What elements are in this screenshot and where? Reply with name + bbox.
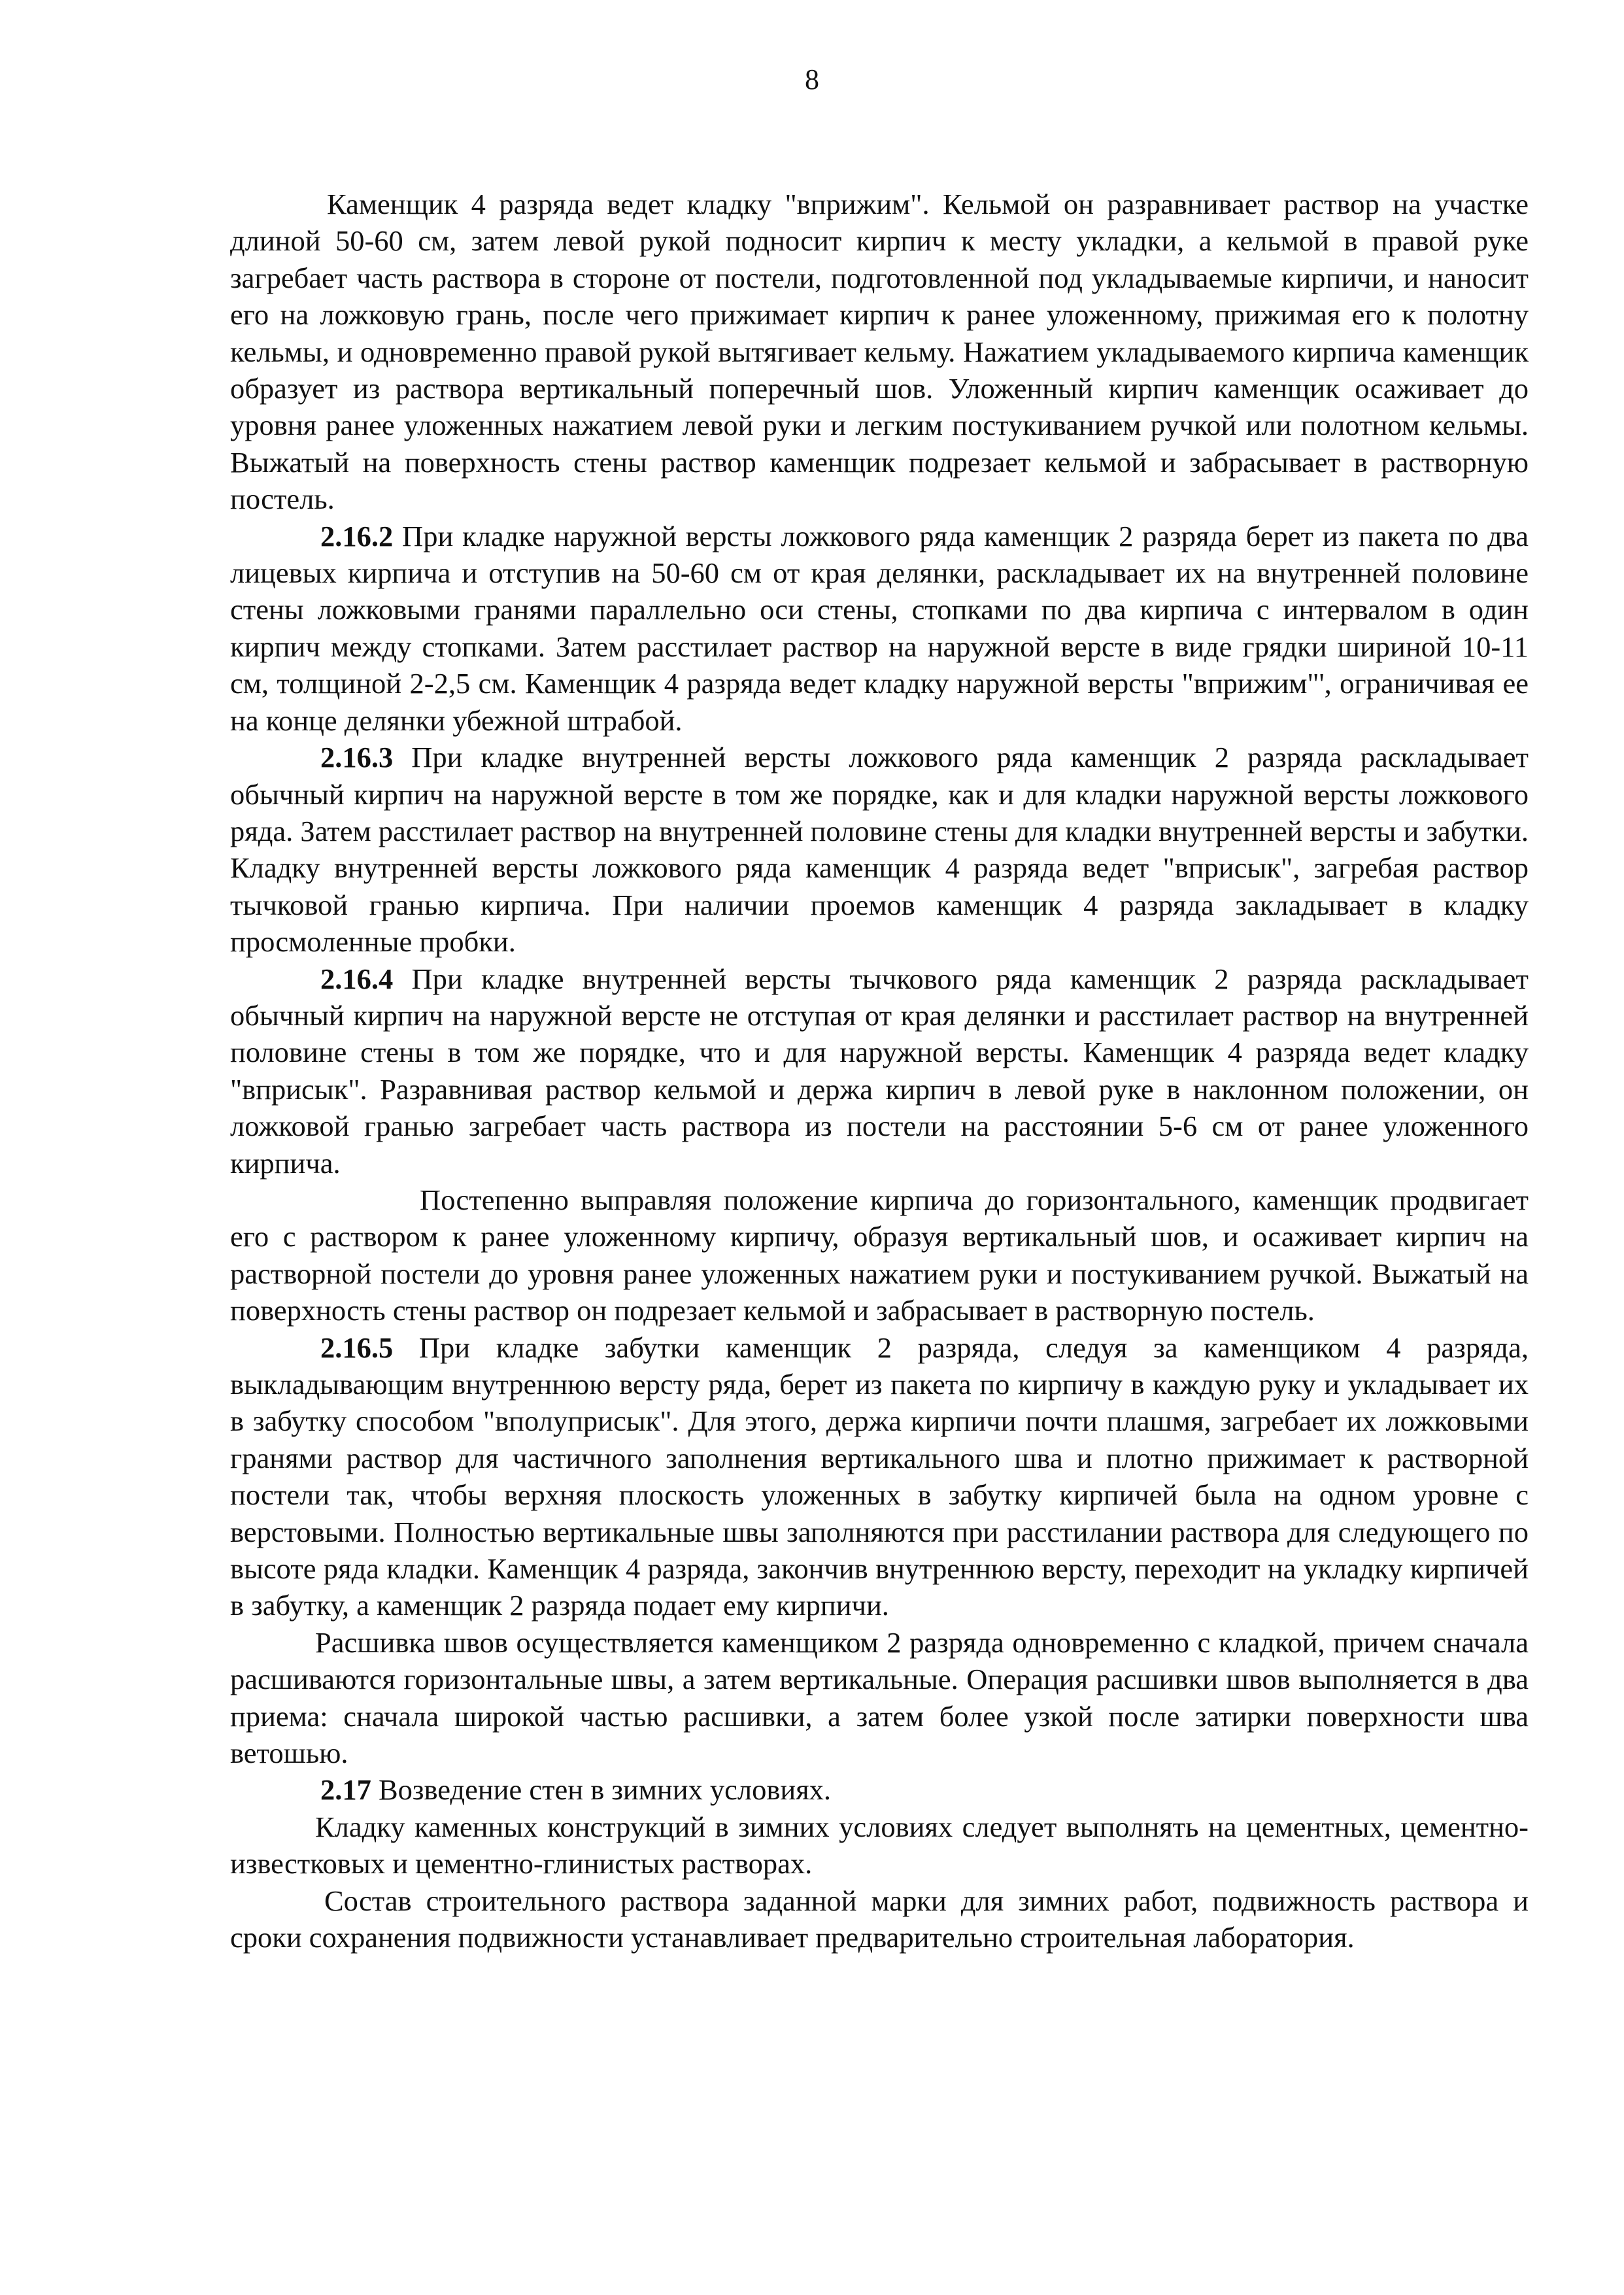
paragraph-2-16-3 <box>230 739 1529 960</box>
paragraph-text: Состав строительного раствора заданной марки для зимних работ, подвижность раствора и сроки сохранения подвижности устанавливает предварительно строительная лаборатория. <box>230 1884 1529 1954</box>
paragraph-text: При кладке забутки каменщик 2 разряда, следуя за каменщиком 4 разряда, выкладывающим внутреннюю версту ряда, берет из пакета по кирпичу в каждую руку и укладывает их в забутку способом "вполуприсык". Для этого, держа кирпичи почти плашмя, загребает их ложковыми гранями раствор для частичного заполнения вертикального шва и плотно прижимает к растворной постели так, чтобы верхняя плоскость уложенных в забутку кирпичей была на одном уровне с верстовыми. Полностью вертикальные швы заполняются при расстилании раствора для следующего по высоте ряда кладки. Каменщик 4 разряда, закончив внутреннюю версту, переходит на укладку кирпичей в забутку, а каменщик 2 разряда подает ему кирпичи. <box>230 1331 1529 1622</box>
paragraph-winter-mortars <box>230 1809 1529 1882</box>
paragraph-mortar-composition <box>230 1882 1529 1956</box>
paragraph-text: Постепенно выправляя положение кирпича до горизонтального, каменщик продвигает его с раствором к ранее уложенному кирпичу, образуя вертикальный шов, и осаживает кирпич на растворной постели до уровня ранее уложенных нажатием руки и постукиванием ручкой. Выжатый на поверхность стены раствор он подрезает кельмой и забрасывает в растворную постель. <box>230 1183 1529 1327</box>
paragraph-text: При кладке наружной версты ложкового ряда каменщик 2 разряда берет из пакета по два лицевых кирпича и отступив на 50-60 см от края делянки, раскладывает их на внутренней половине стены ложковыми гранями параллельно оси стены, стопками по два кирпича с интервалом в один кирпич между стопками. Затем расстилает раствор на наружной версте в виде грядки шириной 10-11 см, толщиной 2-2,5 см. Каменщик 4 разряда ведет кладку наружной версты "вприжим"', ограничивая ее на конце делянки убежной штрабой. <box>230 519 1529 737</box>
paragraph-text: Кладку каменных конструкций в зимних условиях следует выполнять на цементных, цементно-известковых и цементно-глинистых растворах. <box>230 1810 1529 1880</box>
paragraph-2-16-5 <box>230 1329 1529 1624</box>
paragraph-2-16-4 <box>230 960 1529 1182</box>
paragraph-intro <box>230 186 1529 518</box>
paragraph-joint-finishing <box>230 1624 1529 1772</box>
paragraph-continuation <box>230 1182 1529 1329</box>
paragraph-text: При кладке внутренней версты ложкового ряда каменщик 2 разряда раскладывает обычный кирпич на наружной версте в том же порядке, как и для кладки наружной версты ложкового ряда. Затем расстилает раствор на внутренней половине стены для кладки внутренней версты и забутки. Кладку внутренней версты ложкового ряда каменщик 4 разряда ведет "вприсык", загребая раствор тычковой гранью кирпича. При наличии проемов каменщик 4 разряда закладывает в кладку просмоленные пробки. <box>230 741 1529 959</box>
section-number: 2.16.5 <box>320 1331 394 1364</box>
document-body <box>230 186 1529 1956</box>
paragraph-text: При кладке внутренней версты тычкового ряда каменщик 2 разряда раскладывает обычный кирпич на наружной версте не отступая от края делянки и расстилает раствор на внутренней половине стены в том же порядке, что и для наружной версты. Каменщик 4 разряда ведет кладку "вприсык". Разравнивая раствор кельмой и держа кирпич в левой руке в наклонном положении, он ложковой гранью загребает часть раствора из постели на расстоянии 5-6 см от ранее уложенного кирпича. <box>230 962 1529 1180</box>
paragraph-text: Возведение стен в зимних условиях. <box>371 1773 832 1807</box>
paragraph-text: Каменщик 4 разряда ведет кладку "вприжим". Кельмой он разравнивает раствор на участке длиной 50-60 см, затем левой рукой подносит кирпич к месту укладки, а кельмой в правой руке загребает часть раствора в стороне от постели, подготовленной под укладываемые кирпичи, и наносит его на ложковую грань, после чего прижимает кирпич к ранее уложенному, прижимая его к полотну кельмы, и одновременно правой рукой вытягивает кельму. Нажатием укладываемого кирпича каменщик образует из раствора вертикальный поперечный шов. Уложенный кирпич каменщик осаживает до уровня ранее уложенных нажатием левой руки и легким постукиванием ручкой или полотном кельмы. Выжатый на поверхность стены раствор каменщик подрезает кельмой и забрасывает в растворную постель. <box>230 188 1529 516</box>
paragraph-2-16-2 <box>230 518 1529 739</box>
paragraph-2-17-heading <box>230 1771 1529 1808</box>
section-number: 2.16.4 <box>320 962 394 995</box>
page-number: 8 <box>805 63 819 95</box>
section-number: 2.16.2 <box>320 519 394 552</box>
paragraph-text: Расшивка швов осуществляется каменщиком 2 разряда одновременно с кладкой, причем сначала расшиваются горизонтальные швы, а затем вертикальные. Операция расшивки швов выполняется в два приема: сначала широкой частью расшивки, а затем более узкой после затирки поверхности шва ветошью. <box>230 1625 1529 1770</box>
section-number: 2.17 <box>320 1773 371 1807</box>
section-number: 2.16.3 <box>320 741 394 774</box>
